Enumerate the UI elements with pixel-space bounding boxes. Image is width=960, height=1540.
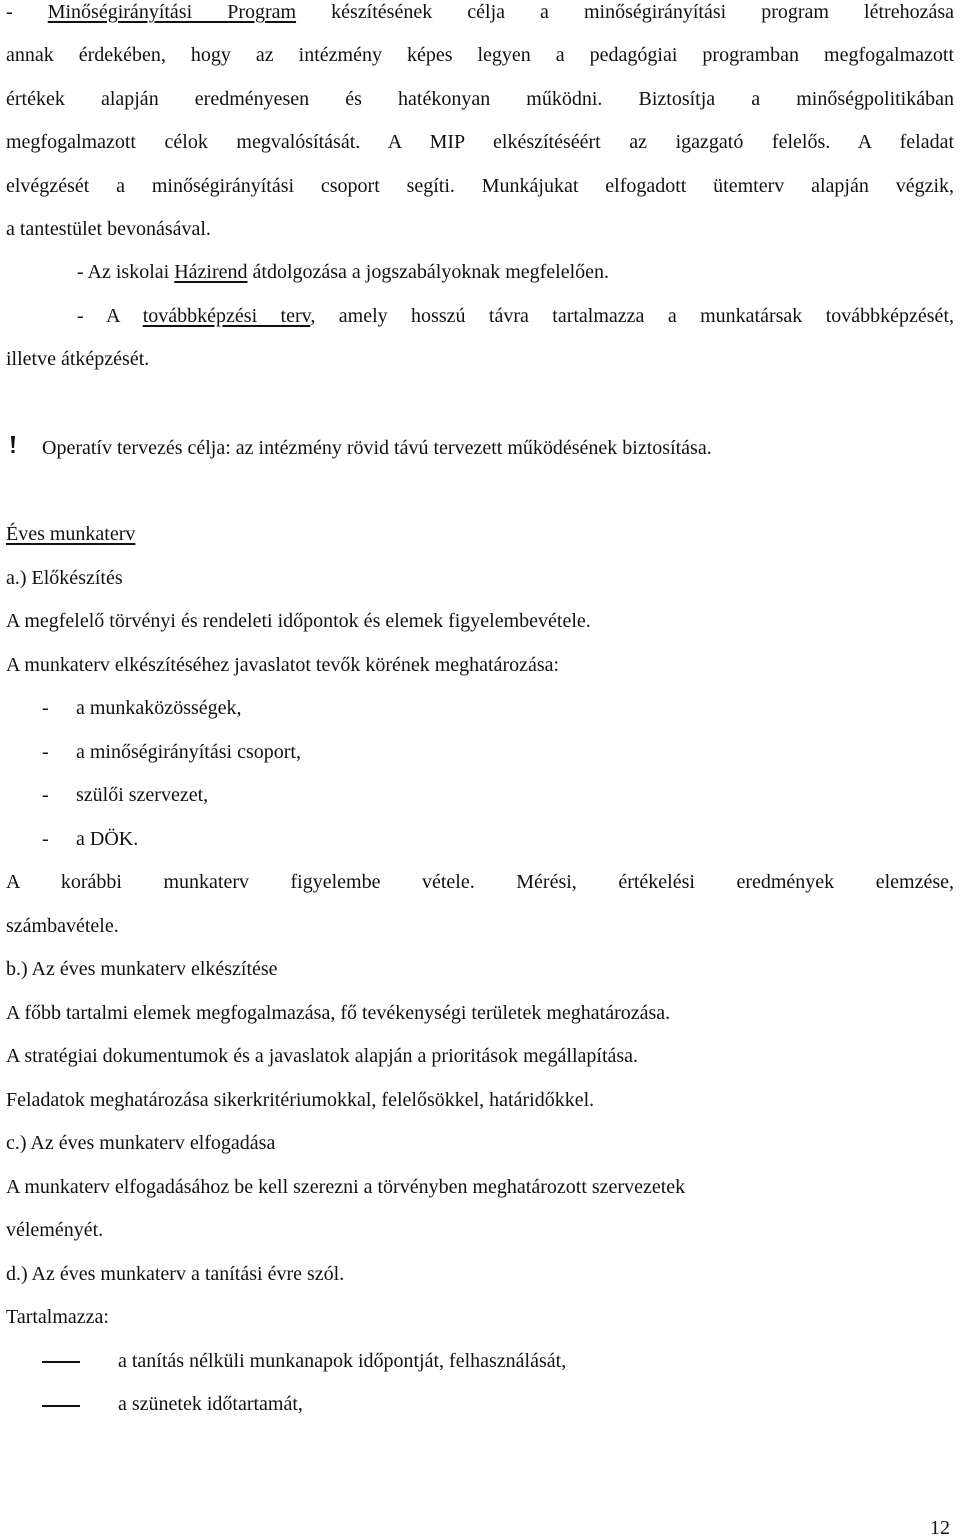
section-a-title: a.) Előkészítés	[6, 567, 123, 589]
section-b-title: b.) Az éves munkaterv elkészítése	[6, 958, 278, 980]
p3-post: , amely hosszú távra tartalmazza a munkatársak továbbképzését,	[310, 305, 954, 327]
exclamation-bullet-icon	[6, 434, 20, 456]
eves-munkaterv-heading: Éves munkaterv	[6, 523, 136, 545]
long-dash-item-1: a tanítás nélküli munkanapok időpontját, felhasználását,	[118, 1350, 567, 1372]
dash-bullet: -	[42, 697, 49, 719]
tovabbkepzesi-terv-link[interactable]: továbbképzési terv	[142, 305, 311, 327]
list-item	[42, 740, 301, 764]
p1-dash: -	[6, 1, 48, 23]
long-dash-item-2: a szünetek időtartamát,	[118, 1393, 303, 1415]
p2-pre: - Az iskolai	[77, 261, 175, 283]
p1-line-5: elvégzését a minőségirányítási csoport segíti. Munkájukat elfogadott ütemterv alapján végzik,	[6, 175, 954, 197]
dash-bullet: -	[42, 828, 49, 850]
list-item	[42, 783, 208, 807]
section-d-title: d.) Az éves munkaterv a tanítási évre szól.	[6, 1263, 345, 1285]
dash-bullet: -	[42, 784, 49, 806]
p1-line-2: annak érdekében, hogy az intézmény képes legyen a pedagógiai programban megfogalmazott	[6, 44, 954, 66]
list-item-text: szülői szervezet,	[76, 784, 209, 806]
section-b-line-3: Feladatok meghatározása sikerkritériumokkal, felelősökkel, határidőkkel.	[6, 1089, 595, 1111]
long-dash-bullet	[42, 1361, 80, 1363]
section-a-line-4: számbavétele.	[6, 915, 119, 937]
p1-line-3: értékek alapján eredményesen és hatékonyan működni. Biztosítja a minőségpolitikában	[6, 88, 954, 110]
section-c-line-1: A munkaterv elfogadásához be kell szerezni a törvényben meghatározott szervezetek	[6, 1176, 686, 1198]
dash-bullet: -	[42, 741, 49, 763]
mip-link[interactable]: Minőségirányítási Program	[47, 1, 297, 23]
section-c-title: c.) Az éves munkaterv elfogadása	[6, 1132, 276, 1154]
list-item	[42, 696, 242, 720]
long-dash-bullet	[42, 1405, 80, 1407]
section-b-line-1: A főbb tartalmi elemek megfogalmazása, fő tevékenységi területek meghatározása.	[6, 1002, 671, 1024]
list-item-text: a minőségirányítási csoport,	[76, 741, 301, 763]
list-item-text: a munkaközösségek,	[76, 697, 242, 719]
p2-line	[77, 260, 609, 284]
section-a-line-1: A megfelelő törvényi és rendeleti időpontok és elemek figyelembevétele.	[6, 610, 591, 632]
hazirend-link[interactable]: Házirend	[174, 261, 248, 283]
operativ-tervezes-text: Operatív tervezés célja: az intézmény rövid távú tervezett működésének biztosítása.	[42, 437, 712, 459]
section-c-line-2: véleményét.	[6, 1219, 104, 1241]
p1-line-1-rest: készítésének célja a minőségirányítási program létrehozása	[296, 1, 954, 23]
section-a-line-2: A munkaterv elkészítéséhez javaslatot tevők körének meghatározása:	[6, 654, 560, 676]
list-item-text: a DÖK.	[76, 828, 139, 850]
p3-line-1	[77, 304, 954, 328]
section-b-line-2: A stratégiai dokumentumok és a javaslatok alapján a prioritások megállapítása.	[6, 1045, 639, 1067]
p1-line-1	[6, 0, 954, 24]
p1-line-6: a tantestület bevonásával.	[6, 218, 211, 240]
p1-line-4: megfogalmazott célok megvalósítását. A MIP elkészítéséért az igazgató felelős. A feladat	[6, 131, 954, 153]
page-number: 12	[930, 1517, 950, 1539]
p2-post: átdolgozása a jogszabályoknak megfelelően.	[247, 261, 610, 283]
tartalmazza-label: Tartalmazza:	[6, 1306, 109, 1328]
p3-pre: - A	[77, 305, 143, 327]
section-a-line-3: A korábbi munkaterv figyelembe vétele. Mérési, értékelési eredmények elemzése,	[6, 871, 954, 893]
list-item	[42, 827, 138, 851]
p3-line-2: illetve átképzését.	[6, 348, 150, 370]
